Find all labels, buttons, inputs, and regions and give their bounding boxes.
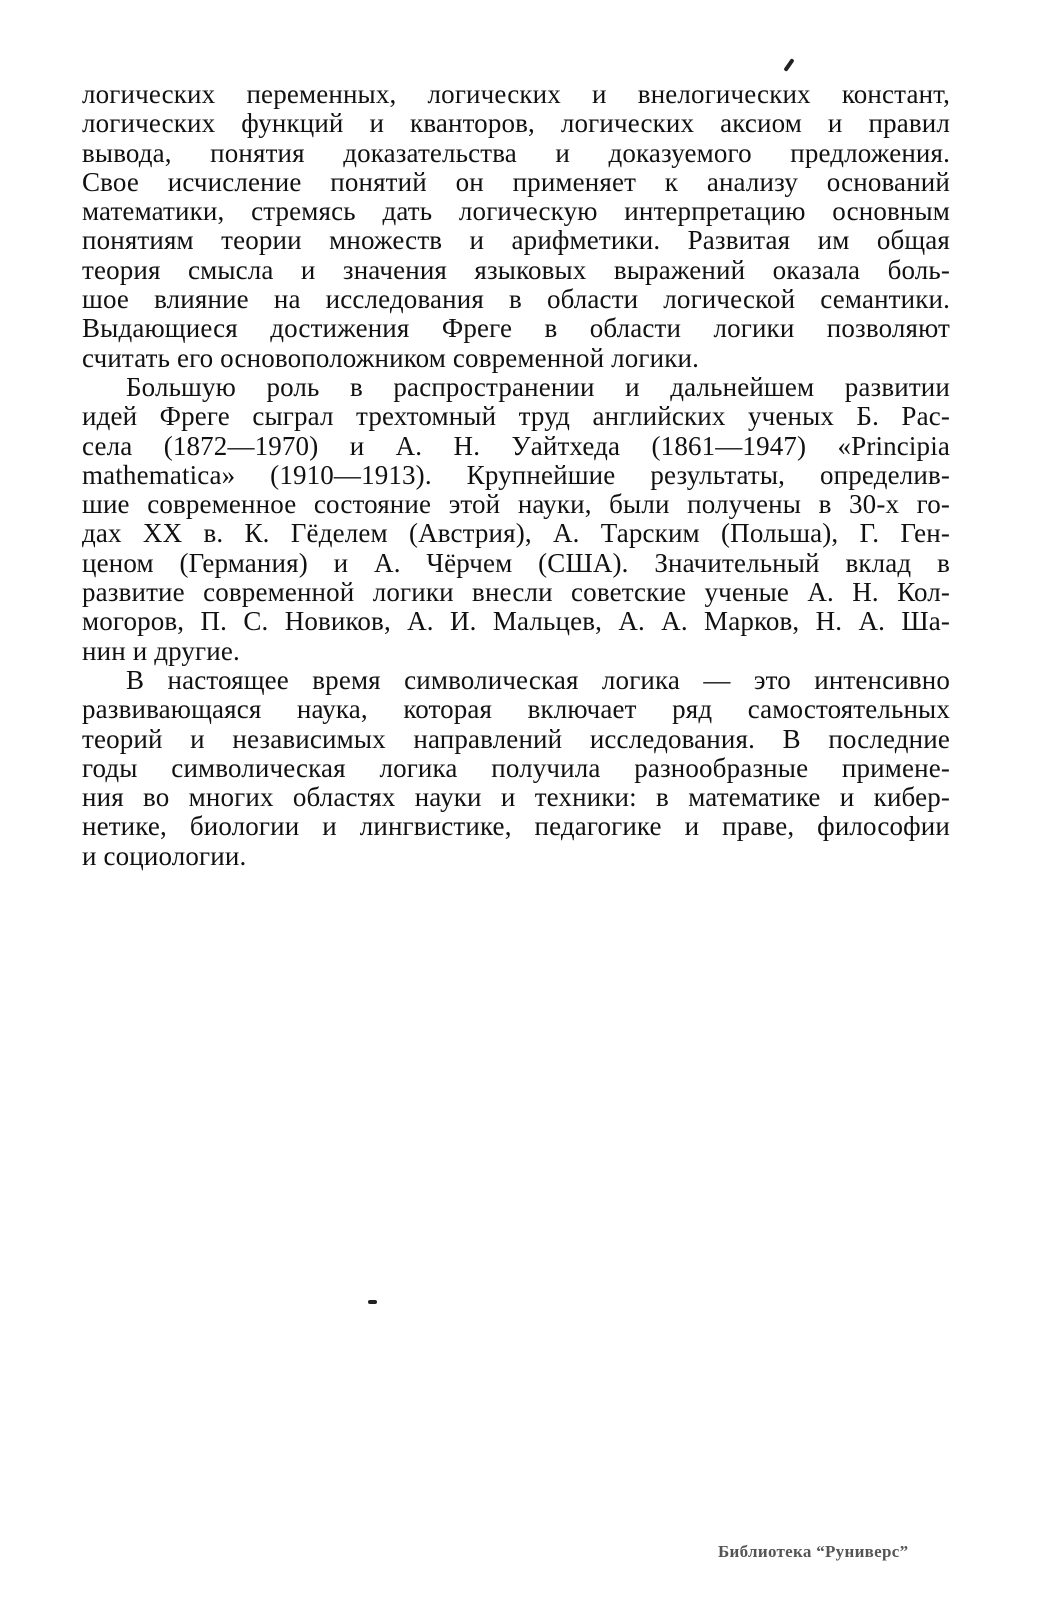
text-line: Большую роль в распространении и дальнейшем развитии — [126, 371, 950, 402]
text-line: логических переменных, логических и внелогических констант, — [82, 79, 950, 109]
text-line: математики, стремясь дать логическую интерпретацию основным — [82, 196, 950, 227]
text-line: годы символическая логика получила разнообразные примене- — [82, 752, 950, 783]
text-line: логических функций и кванторов, логических аксиом и правил — [82, 108, 950, 139]
text-line: mathematica» (1910—1913). Крупнейшие результаты, определив- — [82, 459, 950, 490]
text-line: вывода, понятия доказательства и доказуемого предложения. — [82, 137, 950, 168]
text-line: Выдающиеся достижения Фреге в области логики позволяют — [82, 313, 950, 344]
text-line: дах XX в. К. Гёделем (Австрия), А. Тарским (Польша), Г. Ген- — [82, 518, 950, 549]
text-line: нетике, биологии и лингвистике, педагогике и праве, философии — [82, 811, 950, 842]
text-line: ценом (Германия) и А. Чёрчем (США). Значительный вклад в — [82, 547, 950, 578]
text-line: Свое исчисление понятий он применяет к анализу оснований — [82, 166, 950, 197]
text-line: села (1872—1970) и А. Н. Уайтхеда (1861—1947) «Principia — [82, 430, 950, 461]
text-line: развивающаяся наука, которая включает ряд самостоятельных — [82, 694, 950, 725]
text-line: теория смысла и значения языковых выражений оказала боль- — [82, 254, 950, 285]
library-watermark: Библиотека “Руниверс” — [718, 1542, 909, 1561]
text-line: теорий и независимых направлений исследования. В последние — [82, 723, 950, 754]
paragraph-1 — [82, 80, 950, 373]
text-line: шие современное состояние этой науки, были получены в 30-х го- — [82, 489, 950, 520]
text-line: и социологии. — [82, 840, 247, 871]
text-line: понятиям теории множеств и арифметики. Развитая им общая — [82, 225, 950, 256]
page-body — [82, 80, 950, 871]
text-line: шое влияние на исследования в области логической семантики. — [82, 284, 950, 315]
text-line: нин и другие. — [82, 635, 240, 666]
stray-ink-mark — [783, 58, 794, 72]
paragraph-3 — [82, 666, 950, 871]
text-line: В настоящее время символическая логика — это интенсивно — [126, 664, 950, 695]
stray-ink-dot — [368, 1300, 377, 1304]
text-line: ния во многих областях науки и техники: в математике и кибер- — [82, 782, 950, 813]
text-line: могоров, П. С. Новиков, А. И. Мальцев, А. А. Марков, Н. А. Ша- — [82, 606, 950, 637]
text-line: считать его основоположником современной логики. — [82, 342, 699, 373]
text-line: идей Фреге сыграл трехтомный труд английских ученых Б. Рас- — [82, 401, 950, 432]
paragraph-2 — [82, 373, 950, 666]
text-line: развитие современной логики внесли советские ученые А. Н. Кол- — [82, 577, 950, 608]
